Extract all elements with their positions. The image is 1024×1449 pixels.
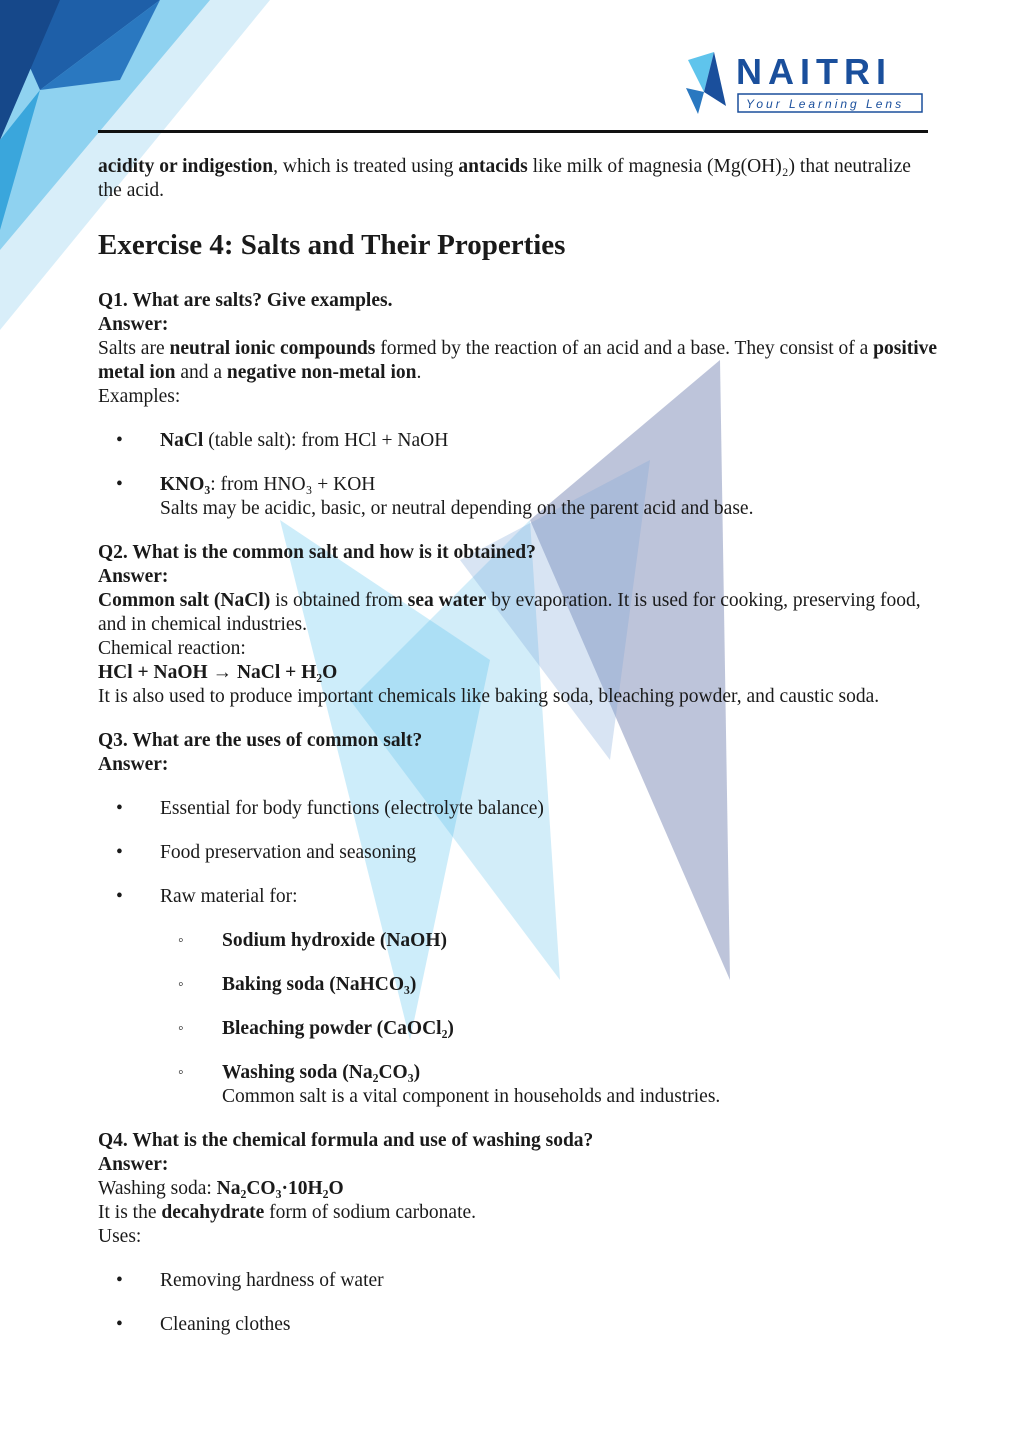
page-title: Exercise 4: Salts and Their Properties (98, 229, 566, 261)
intro-paragraph (98, 155, 938, 203)
q4-description: It is the decahydrate form of sodium carbonate. (98, 1202, 477, 1223)
sub-list-item: ◦ Sodium hydroxide (NaOH) (98, 929, 938, 953)
q2-answer-label: Answer: (98, 566, 169, 587)
q1-answer-label: Answer: (98, 314, 169, 335)
intro-text-4: like milk of magnesia (Mg(OH)₂) that neutralize the acid. (98, 156, 911, 201)
sub-list-item: ◦ Bleaching powder (CaOCl₂) (98, 1017, 938, 1041)
list-item: • KNO₃: from HNO₃ + KOH Salts may be acidic, basic, or neutral depending on the parent acid and base. (98, 473, 938, 521)
q2-reaction-label: Chemical reaction: (98, 638, 246, 659)
list-item: • Essential for body functions (electrolyte balance) (98, 797, 938, 821)
q1-answer: Salts are neutral ionic compounds formed by the reaction of an acid and a base. They consist of a positive metal ion and a negative non-metal ion. (98, 338, 938, 383)
q1-question: Q1. What are salts? Give examples. (98, 290, 393, 311)
q1-note: Salts may be acidic, basic, or neutral depending on the parent acid and base. (160, 498, 754, 519)
header-rule (98, 130, 928, 133)
question-3 (98, 729, 938, 1109)
q3-raw-material-list (98, 929, 938, 1109)
q4-question: Q4. What is the chemical formula and use of washing soda? (98, 1130, 594, 1151)
list-item: • Removing hardness of water (98, 1269, 938, 1293)
q1-examples-list (98, 429, 938, 521)
q3-uses-list (98, 797, 938, 909)
q3-question: Q3. What are the uses of common salt? (98, 730, 423, 751)
logo-tagline: Your Learning Lens (746, 97, 905, 111)
intro-text-2: , which is treated using (273, 156, 459, 177)
q2-note: It is also used to produce important chemicals like baking soda, bleaching powder, and caustic soda. (98, 686, 880, 707)
q4-uses-list (98, 1269, 938, 1337)
sub-list-item: ◦ Washing soda (Na₂CO₃) Common salt is a vital component in households and industries. (98, 1061, 938, 1109)
q4-answer-label: Answer: (98, 1154, 169, 1175)
list-item: • NaCl (table salt): from HCl + NaOH (98, 429, 938, 453)
naitri-logo (684, 48, 934, 122)
q4-formula: Washing soda: Na₂CO₃·10H₂O (98, 1178, 344, 1199)
sub-list-item: ◦ Baking soda (NaHCO₃) (98, 973, 938, 997)
question-4 (98, 1129, 938, 1337)
page-content (98, 155, 938, 1337)
q2-answer: Common salt (NaCl) is obtained from sea water by evaporation. It is used for cooking, preserving food, and in chemical industries. (98, 590, 921, 635)
q1-examples-label: Examples: (98, 386, 181, 407)
list-item: • Food preservation and seasoning (98, 841, 938, 865)
intro-bold-3: antacids (458, 156, 528, 177)
question-2 (98, 541, 938, 709)
list-item: • Cleaning clothes (98, 1313, 938, 1337)
intro-bold-1: acidity or indigestion (98, 156, 274, 177)
list-item: • Raw material for: (98, 885, 938, 909)
q3-answer-label: Answer: (98, 754, 169, 775)
q2-question: Q2. What is the common salt and how is it obtained? (98, 542, 536, 563)
logo-brand: NAITRI (736, 51, 892, 92)
q4-uses-label: Uses: (98, 1226, 142, 1247)
q3-note: Common salt is a vital component in households and industries. (222, 1086, 721, 1107)
question-1 (98, 289, 938, 521)
q2-reaction: HCl + NaOH → NaCl + H₂O (98, 662, 338, 683)
